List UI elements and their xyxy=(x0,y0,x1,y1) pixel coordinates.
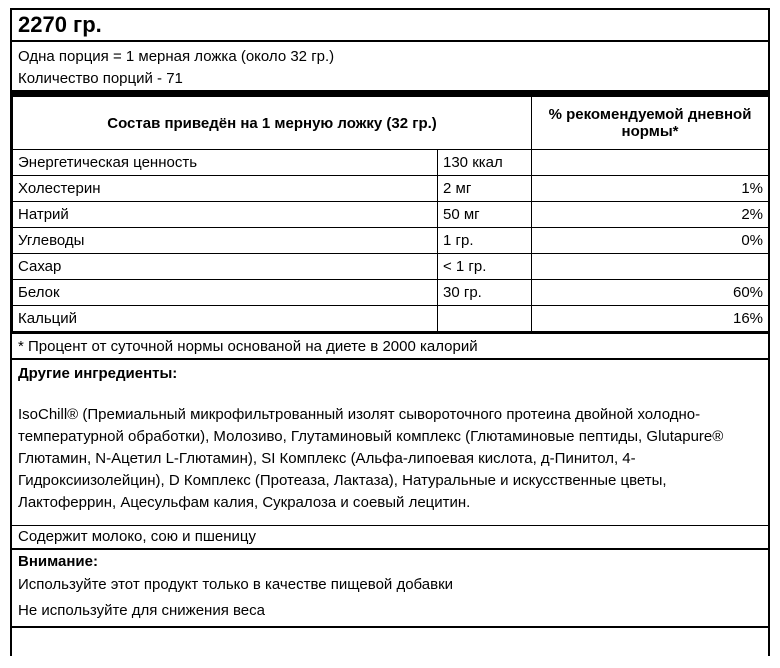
warning-section xyxy=(12,550,768,628)
nutrient-amount xyxy=(438,306,532,332)
nutrient-amount: 2 мг xyxy=(438,176,532,202)
daily-value-header: % рекомендуемой дневной нормы* xyxy=(532,97,769,150)
nutrient-daily-value xyxy=(532,254,769,280)
nutrient-amount: < 1 гр. xyxy=(438,254,532,280)
allergen-statement: Содержит молоко, сою и пшеницу xyxy=(12,526,768,550)
nutrient-name: Энергетическая ценность xyxy=(13,150,438,176)
ingredients-title: Другие ингредиенты: xyxy=(18,365,178,382)
nutrient-name: Холестерин xyxy=(13,176,438,202)
nutrient-name: Углеводы xyxy=(13,228,438,254)
nutrient-name: Сахар xyxy=(13,254,438,280)
table-row xyxy=(13,254,769,280)
daily-value-footnote: * Процент от суточной нормы основаной на диете в 2000 калорий xyxy=(12,332,768,360)
serving-info xyxy=(12,42,768,96)
nutrient-daily-value: 1% xyxy=(532,176,769,202)
nutrient-daily-value: 16% xyxy=(532,306,769,332)
table-row xyxy=(13,280,769,306)
nutrition-label xyxy=(10,8,770,656)
nutrition-table xyxy=(12,96,769,332)
warning-line: Используйте этот продукт только в качестве пищевой добавки xyxy=(18,576,454,593)
nutrient-daily-value: 0% xyxy=(532,228,769,254)
table-row xyxy=(13,306,769,332)
nutrient-amount: 30 гр. xyxy=(438,280,532,306)
nutrient-daily-value xyxy=(532,150,769,176)
nutrient-daily-value: 2% xyxy=(532,202,769,228)
nutrient-name: Белок xyxy=(13,280,438,306)
warning-line: Не используйте для снижения веса xyxy=(18,602,265,619)
ingredients-text: IsoChill® (Премиальный микрофильтрованный изолят сывороточного протеина двойной холодно-температурной обработки), Молозиво, Глутаминовый комплекс (Глютаминовые пептиды, Glutapure® Глютамин, N-Ацетил L-Глютамин), SI Комплекс (Альфа-липоевая кислота, д-Пинитол, 4-Гидроксиизолейцин), D Комплекс (Протеаза, Лактаза), Натуральные и искусственные цветы, Лактоферрин, Ацесульфам калия, Сукралоза и соевый лецитин. xyxy=(18,406,724,511)
composition-header: Состав приведён на 1 мерную ложку (32 гр.) xyxy=(13,97,532,150)
nutrient-amount: 130 ккал xyxy=(438,150,532,176)
serving-size: Одна порция = 1 мерная ложка (около 32 гр.) xyxy=(18,48,335,65)
table-row xyxy=(13,202,769,228)
nutrient-amount: 50 мг xyxy=(438,202,532,228)
table-row xyxy=(13,228,769,254)
nutrient-name: Натрий xyxy=(13,202,438,228)
warning-title: Внимание: xyxy=(18,553,98,570)
nutrient-amount: 1 гр. xyxy=(438,228,532,254)
nutrient-daily-value: 60% xyxy=(532,280,769,306)
package-weight-title: 2270 гр. xyxy=(12,8,768,42)
servings-count: Количество порций - 71 xyxy=(18,70,183,87)
nutrient-name: Кальций xyxy=(13,306,438,332)
other-ingredients xyxy=(12,360,768,526)
table-row xyxy=(13,176,769,202)
nutrition-table-header xyxy=(13,97,769,150)
table-row xyxy=(13,150,769,176)
